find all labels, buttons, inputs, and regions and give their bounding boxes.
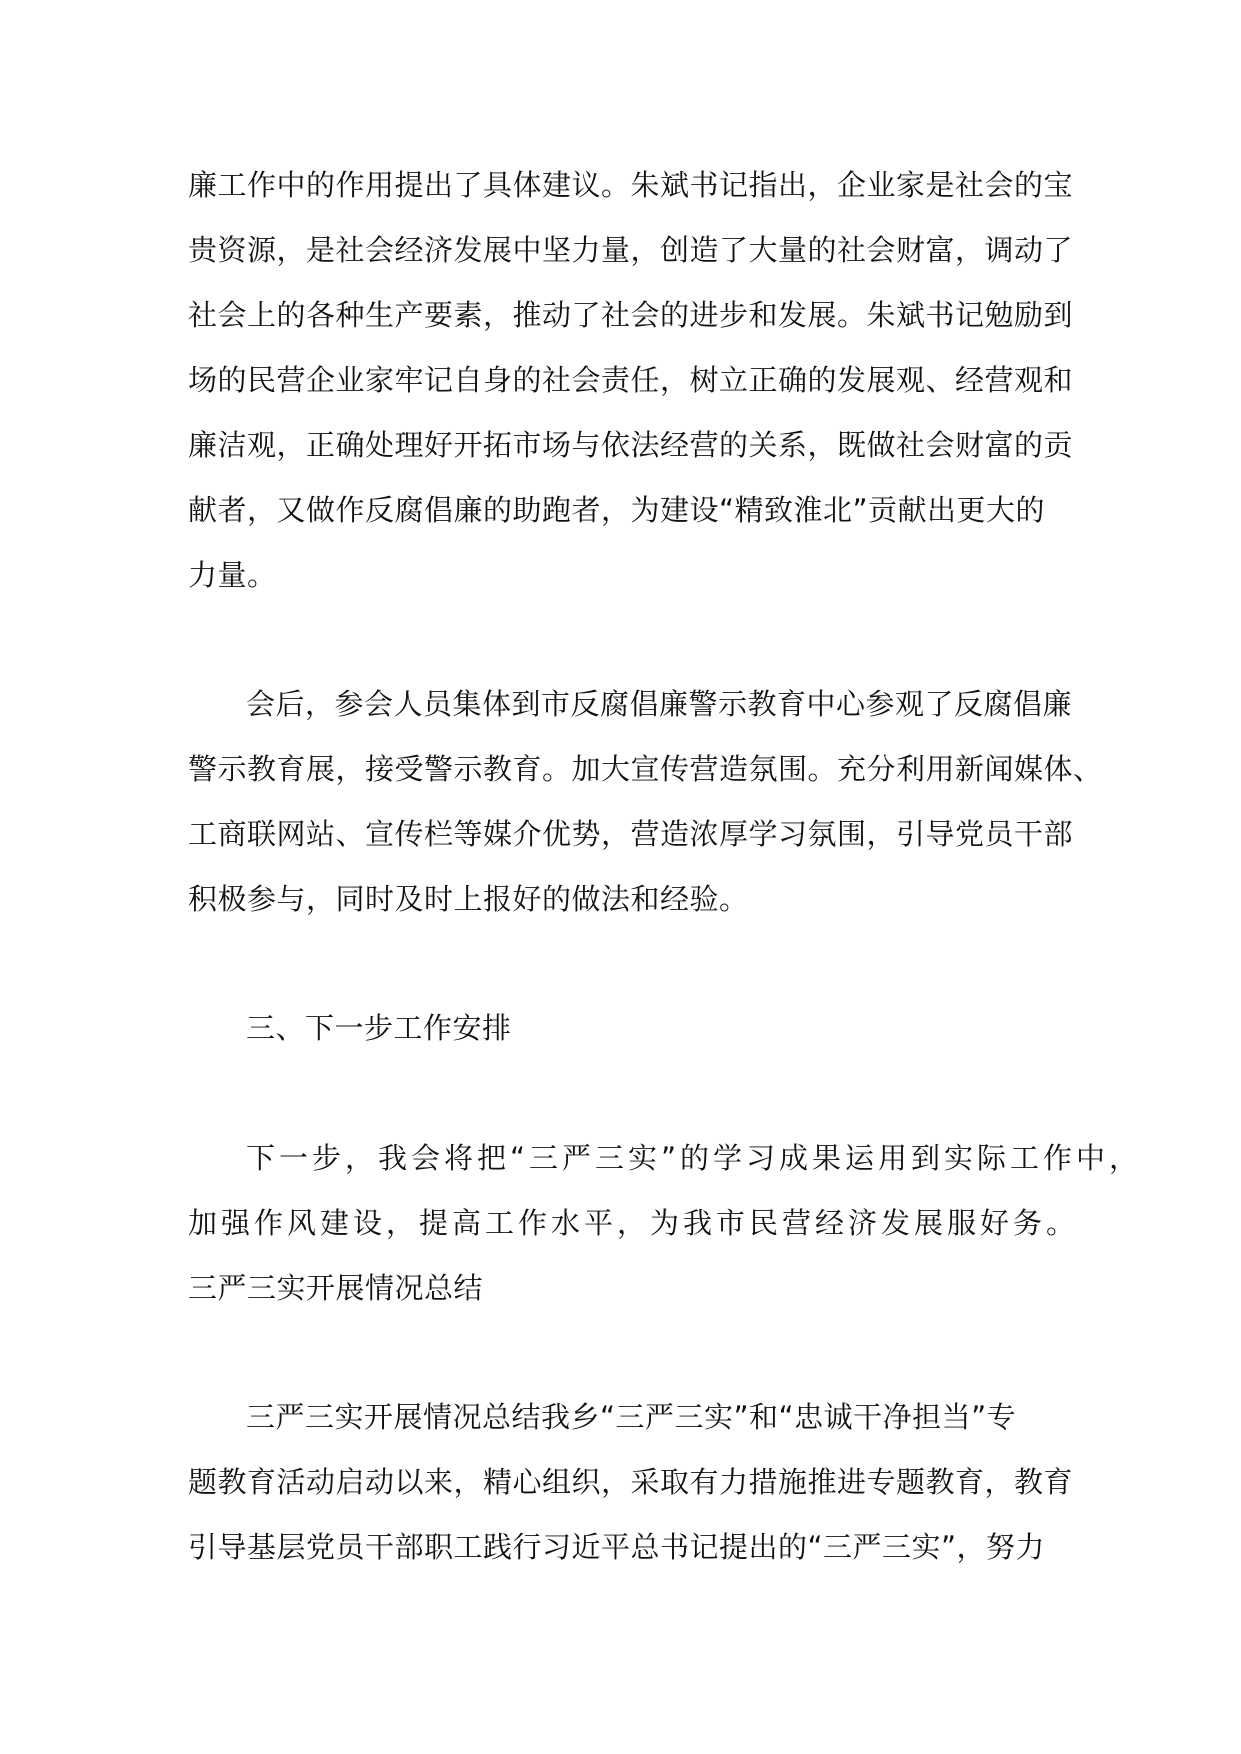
paragraph-next-steps bbox=[188, 1126, 1143, 1256]
text-line: 加强作风建设，提高工作水平，为我市民营经济发展服好务。 bbox=[188, 1206, 1080, 1240]
heading-text: 三、下一步工作安排 bbox=[246, 1011, 512, 1045]
text-line: 题教育活动启动以来，精心组织，采取有力措施推进专题教育，教育 bbox=[188, 1465, 1074, 1499]
document-title bbox=[188, 1256, 1068, 1321]
text-line: 会后，参会人员集体到市反腐倡廉警示教育中心参观了反腐倡廉 bbox=[246, 687, 1073, 721]
text-line: 引导基层党员干部职工践行习近平总书记提出的“三严三实”，努力 bbox=[188, 1530, 1046, 1564]
text-line: 廉洁观，正确处理好开拓市场与依法经营的关系，既做社会财富的贡 bbox=[188, 428, 1074, 462]
text-line: 廉工作中的作用提出了具体建议。朱斌书记指出，企业家是社会的宝 bbox=[188, 168, 1074, 202]
text-line: 献者，又做作反腐倡廉的助跑者，为建设“精致淮北”贡献出更大的 bbox=[188, 493, 1046, 527]
section-heading-next-steps bbox=[188, 996, 1068, 1061]
paragraph-summary-intro bbox=[188, 1385, 1074, 1580]
title-text: 三严三实开展情况总结 bbox=[188, 1271, 484, 1305]
paragraph-after-meeting bbox=[188, 672, 1103, 932]
text-line: 贵资源，是社会经济发展中坚力量，创造了大量的社会财富，调动了 bbox=[188, 233, 1074, 267]
paragraph-speech-summary bbox=[188, 153, 1074, 608]
text-line: 力量。 bbox=[188, 558, 277, 592]
text-line: 警示教育展，接受警示教育。加大宣传营造氛围。充分利用新闻媒体、 bbox=[188, 752, 1103, 786]
text-line: 积极参与，同时及时上报好的做法和经验。 bbox=[188, 882, 749, 916]
text-line: 下一步，我会将把“三严三实”的学习成果运用到实际工作中， bbox=[246, 1141, 1143, 1175]
text-line: 三严三实开展情况总结我乡“三严三实”和“忠诚干净担当”专 bbox=[246, 1400, 1017, 1434]
text-line: 工商联网站、宣传栏等媒介优势，营造浓厚学习氛围，引导党员干部 bbox=[188, 817, 1074, 851]
text-line: 场的民营企业家牢记自身的社会责任，树立正确的发展观、经营观和 bbox=[188, 363, 1074, 397]
text-line: 社会上的各种生产要素，推动了社会的进步和发展。朱斌书记勉励到 bbox=[188, 298, 1074, 332]
